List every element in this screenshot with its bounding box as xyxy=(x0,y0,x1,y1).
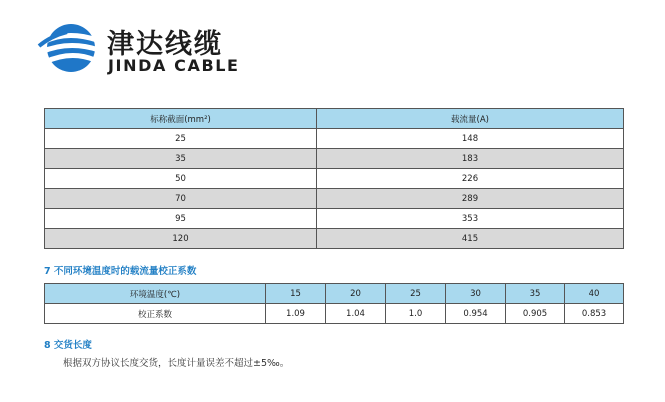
table-row xyxy=(45,209,624,229)
factor-cell: 1.04 xyxy=(326,304,386,324)
temperature-cell: 20 xyxy=(326,284,386,304)
section-7-title: 7 不同环境温度时的载流量校正系数 xyxy=(44,266,197,277)
logo-english-name: JINDA CABLE xyxy=(108,56,240,75)
cell-cross-section: 50 xyxy=(45,169,317,189)
section-8-title: 8 交货长度 xyxy=(44,340,92,351)
cell-cross-section: 35 xyxy=(45,149,317,169)
table-row xyxy=(45,149,624,169)
factor-cell: 1.09 xyxy=(266,304,326,324)
cell-ampacity: 226 xyxy=(317,169,624,189)
ambient-temperature-label: 环境温度(℃) xyxy=(45,284,266,304)
ampacity-table xyxy=(44,108,624,249)
column-header-cross-section: 标称截面(mm²) xyxy=(45,109,317,129)
factor-cell: 0.905 xyxy=(506,304,565,324)
factor-cell: 1.0 xyxy=(386,304,446,324)
cell-ampacity: 183 xyxy=(317,149,624,169)
cell-cross-section: 95 xyxy=(45,209,317,229)
correction-factor-label: 校正系数 xyxy=(45,304,266,324)
cell-cross-section: 70 xyxy=(45,189,317,209)
cell-ampacity: 415 xyxy=(317,229,624,249)
factor-cell: 0.954 xyxy=(446,304,506,324)
temperature-cell: 30 xyxy=(446,284,506,304)
logo-chinese-name: 津达线缆 xyxy=(107,29,223,60)
cell-ampacity: 289 xyxy=(317,189,624,209)
temperature-cell: 15 xyxy=(266,284,326,304)
factor-cell: 0.853 xyxy=(565,304,624,324)
correction-factor-table xyxy=(44,283,624,324)
temperature-cell: 40 xyxy=(565,284,624,304)
table-row xyxy=(45,304,624,324)
cell-cross-section: 120 xyxy=(45,229,317,249)
cell-ampacity: 353 xyxy=(317,209,624,229)
table-row xyxy=(45,229,624,249)
table-header-row xyxy=(45,109,624,129)
table-header-row xyxy=(45,284,624,304)
globe-logo-icon xyxy=(37,20,101,76)
column-header-ampacity: 载流量(A) xyxy=(317,109,624,129)
temperature-cell: 25 xyxy=(386,284,446,304)
table-row xyxy=(45,129,624,149)
delivery-length-text: 根据双方协议长度交货，长度计量误差不超过±5‰。 xyxy=(63,358,290,369)
table-row xyxy=(45,189,624,209)
cell-ampacity: 148 xyxy=(317,129,624,149)
company-logo xyxy=(37,20,240,80)
temperature-cell: 35 xyxy=(506,284,565,304)
table-row xyxy=(45,169,624,189)
cell-cross-section: 25 xyxy=(45,129,317,149)
